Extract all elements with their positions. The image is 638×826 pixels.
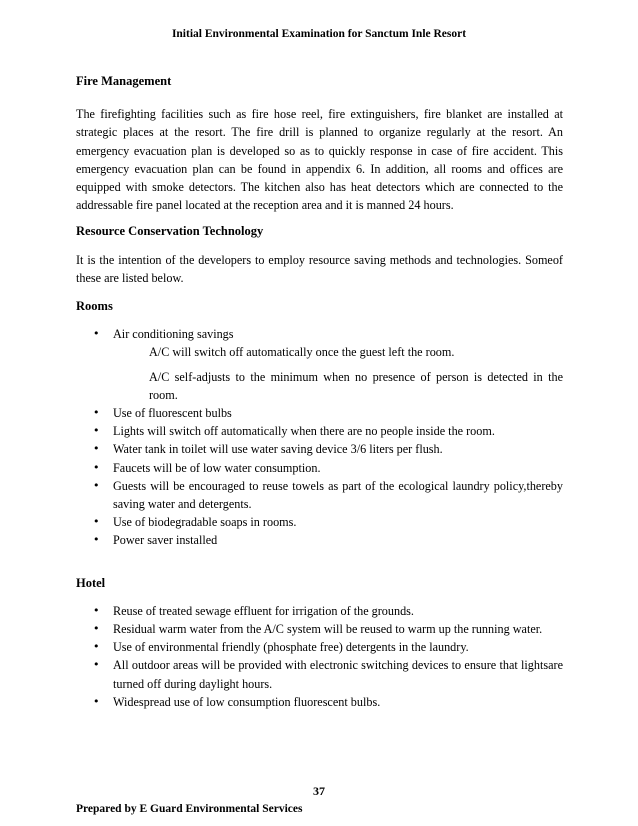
list-item: • Use of biodegradable soaps in rooms.	[76, 513, 563, 531]
list-item: • Lights will switch off automatically when there are no people inside the room.	[76, 422, 563, 440]
list-item: • Power saver installed	[76, 531, 563, 549]
list-item: • All outdoor areas will be provided with electronic switching devices to ensure that lightsare turned off during daylight hours.	[76, 656, 563, 692]
fire-management-paragraph: The firefighting facilities such as fire hose reel, fire extinguishers, fire blanket are installed at strategic places at the resort. The fire drill is planned to organize regularly at the resort. An emergency evacuation plan is developed so as to quickly response in case of fire accident. This emergency evacuation plan can be found in appendix 6. In addition, all rooms and offices are equipped with smoke detectors. The kitchen also has heat detectors which are connected to the addressable fire panel located at the reception area and it is manned 24 hours.	[76, 107, 563, 213]
list-item: • Faucets will be of low water consumption.	[76, 459, 563, 477]
page-number: 37	[313, 784, 325, 798]
footer-prepared-by: Prepared by E Guard Environmental Services	[76, 803, 303, 815]
list-item: • Water tank in toilet will use water saving device 3/6 liters per flush.	[76, 440, 563, 458]
page-content	[76, 72, 563, 711]
rooms-heading: Rooms	[76, 299, 113, 314]
page-header: Initial Environmental Examination for Sanctum Inle Resort	[171, 28, 467, 40]
hotel-list	[76, 602, 563, 711]
fire-management-heading: Fire Management	[76, 74, 172, 88]
hotel-heading: Hotel	[76, 575, 106, 590]
list-item-ac	[76, 325, 563, 404]
list-item: • Widespread use of low consumption fluorescent bulbs.	[76, 693, 563, 711]
list-item: • Use of fluorescent bulbs	[76, 404, 563, 422]
ac-label: • Air conditioning savings	[113, 327, 234, 342]
resource-conservation-paragraph: It is the intention of the developers to employ resource saving methods and technologies. Someof these are listed below.	[76, 252, 563, 285]
rooms-list	[76, 325, 563, 549]
ac-sub-item-1: A/C will switch off automatically once the guest left the room.	[149, 345, 455, 360]
list-item: • Reuse of treated sewage effluent for irrigation of the grounds.	[76, 602, 563, 620]
ac-sub-item-2: A/C self-adjusts to the minimum when no presence of person is detected in the room.	[149, 369, 563, 402]
list-item: • Guests will be encouraged to reuse towels as part of the ecological laundry policy,thereby saving water and detergents.	[76, 477, 563, 513]
resource-conservation-heading: Resource Conservation Technology	[76, 224, 264, 239]
list-item: • Residual warm water from the A/C system will be reused to warm up the running water.	[76, 620, 563, 638]
list-item: • Use of environmental friendly (phosphate free) detergents in the laundry.	[76, 638, 563, 656]
